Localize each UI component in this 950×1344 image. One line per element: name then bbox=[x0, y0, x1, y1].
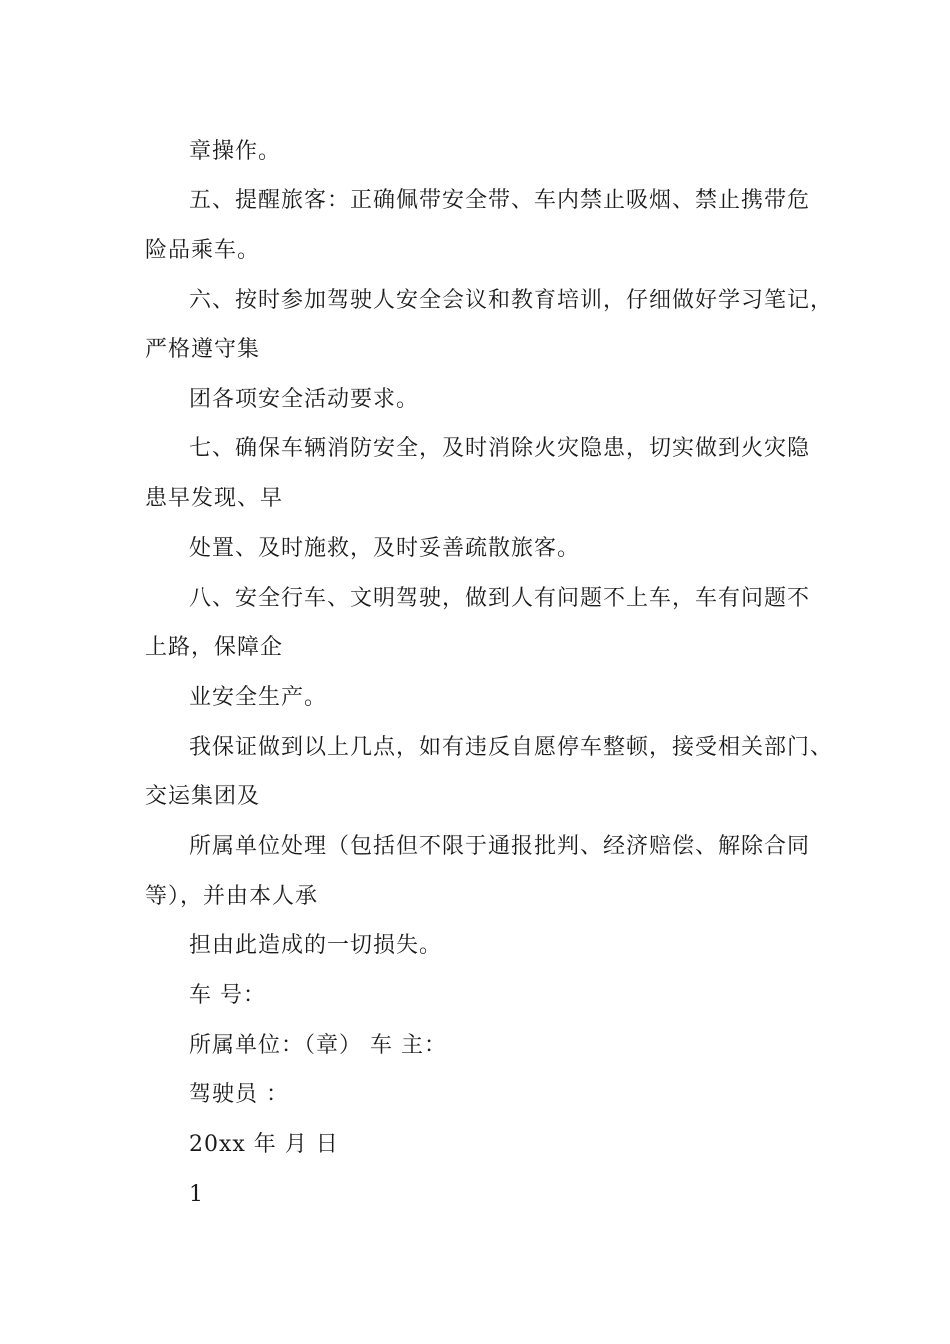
paragraph-line: 六、按时参加驾驶人安全会议和教育培训，仔细做好学习笔记， bbox=[189, 288, 834, 313]
driver-field: 驾驶员 ： bbox=[189, 1082, 289, 1107]
paragraph-line: 八、安全行车、文明驾驶，做到人有问题不上车，车有问题不 bbox=[189, 586, 811, 611]
paragraph-line: 患早发现、早 bbox=[145, 486, 284, 511]
car-number-field: 车 号： bbox=[189, 983, 266, 1008]
page-number: 1 bbox=[189, 1182, 204, 1207]
paragraph-line: 章操作。 bbox=[189, 139, 282, 164]
paragraph-line: 七、确保车辆消防安全，及时消除火灾隐患，切实做到火灾隐 bbox=[189, 436, 811, 461]
paragraph-line: 交运集团及 bbox=[145, 784, 261, 809]
paragraph-line: 上路，保障企 bbox=[145, 635, 284, 660]
paragraph-line: 担由此造成的一切损失。 bbox=[189, 933, 443, 958]
paragraph-line: 业安全生产。 bbox=[189, 685, 328, 710]
paragraph-line: 所属单位处理（包括但不限于通报批判、经济赔偿、解除合同 bbox=[189, 834, 811, 859]
paragraph-line: 险品乘车。 bbox=[145, 238, 261, 263]
paragraph-line: 处置、及时施救，及时妥善疏散旅客。 bbox=[189, 536, 581, 561]
paragraph-line: 五、提醒旅客：正确佩带安全带、车内禁止吸烟、禁止携带危 bbox=[189, 188, 811, 213]
paragraph-line: 团各项安全活动要求。 bbox=[189, 387, 420, 412]
paragraph-line: 我保证做到以上几点，如有违反自愿停车整顿，接受相关部门、 bbox=[189, 735, 834, 760]
date-field: 20xx 年 月 日 bbox=[189, 1132, 339, 1157]
unit-owner-field: 所属单位：（章） 车 主： bbox=[189, 1033, 447, 1058]
paragraph-line: 等），并由本人承 bbox=[145, 884, 319, 909]
paragraph-line: 严格遵守集 bbox=[145, 337, 261, 362]
